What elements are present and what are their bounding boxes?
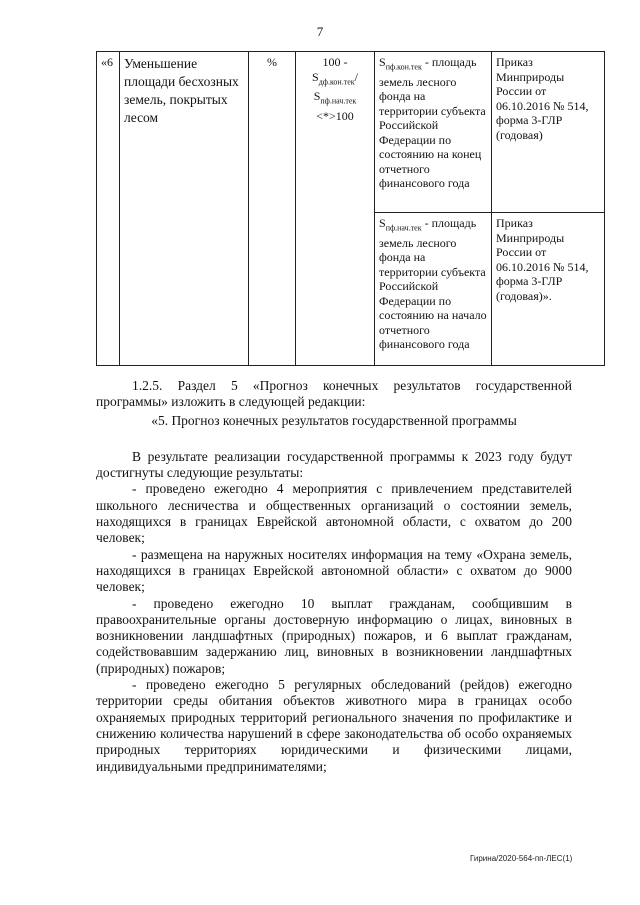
list-item: - проведено ежегодно 5 регулярных обследований (рейдов) ежегодно территории среды обитания объектов животного мира в границах особо охраняемых природных территорий регионального значения по профилактике и снижению количества нарушений в сфере законодательства об особо охраняемых природных территориях юридическими и физическими лицами, индивидуальными предпринимателями; bbox=[96, 677, 572, 774]
definition-symbol: S bbox=[379, 55, 386, 69]
formula-part: 100 - S bbox=[312, 55, 348, 84]
definition-text: - площадь земель лесного фонда на территории субъекта Российской Федерации по состоянию на конец отчетного финансового года bbox=[379, 55, 486, 191]
table-row bbox=[97, 52, 605, 213]
page-number: 7 bbox=[316, 24, 324, 39]
formula-part: / S bbox=[313, 69, 358, 104]
list-item: - проведено ежегодно 10 выплат гражданам, сообщившим в правоохранительные органы достоверную информацию о лицах, виновных в возникновении ландшафтных (природных) пожаров, и 6 выплат гражданам, содействовавшим задержанию лиц, виновных в возникновении ландшафтных (природных) пожаров; bbox=[96, 595, 572, 676]
paragraph: В результате реализации государственной программы к 2023 году будут достигнуты следующие результаты: bbox=[96, 448, 572, 481]
formula-cell bbox=[296, 52, 375, 366]
row-number-cell: «6 bbox=[97, 52, 120, 366]
definition-subscript: пф.кон.тек bbox=[385, 62, 422, 72]
unit-cell: % bbox=[249, 52, 296, 366]
document-reference: Гирина/2020-564-пп-ЛЕС(1) bbox=[470, 854, 573, 863]
indicator-name-cell: Уменьшение площади бесхозных земель, покрытых лесом bbox=[120, 52, 249, 366]
definition-text: - площадь земель лесного фонда на территории субъекта Российской Федерации по состоянию на начало отчетного финансового года bbox=[379, 216, 487, 352]
section-title: «5. Прогноз конечных результатов государственной программы bbox=[151, 412, 517, 428]
source-cell: Приказ Минприроды России от 06.10.2016 № 514, форма 3-ГЛР (годовая) bbox=[492, 52, 605, 213]
source-cell: Приказ Минприроды России от 06.10.2016 № 514, форма 3-ГЛР (годовая)». bbox=[492, 213, 605, 366]
definition-cell bbox=[375, 52, 492, 213]
body-text bbox=[96, 378, 572, 775]
paragraph: 1.2.5. Раздел 5 «Прогноз конечных результатов государственной программы» изложить в следующей редакции: bbox=[96, 378, 572, 410]
formula-subscript: дф.кон.тек bbox=[318, 76, 355, 86]
definition-cell bbox=[375, 213, 492, 366]
formula-part: <*>100 bbox=[316, 109, 354, 124]
list-item: - размещена на наружных носителях информация на тему «Охрана земель, находящихся в границах Еврейской автономной области» с охватом до 9000 человек; bbox=[96, 546, 572, 595]
definition-subscript: пф.нач.тек bbox=[385, 223, 422, 233]
indicator-table bbox=[96, 51, 605, 366]
definition-symbol: S bbox=[379, 216, 386, 230]
formula-subscript: пф.нач.тек bbox=[320, 96, 357, 106]
list-item: - проведено ежегодно 4 мероприятия с привлечением представителей школьного лесничества и общественных организаций о состоянии земель, находящихся в границах Еврейской автономной области, с охватом до 200 человек; bbox=[96, 481, 572, 546]
